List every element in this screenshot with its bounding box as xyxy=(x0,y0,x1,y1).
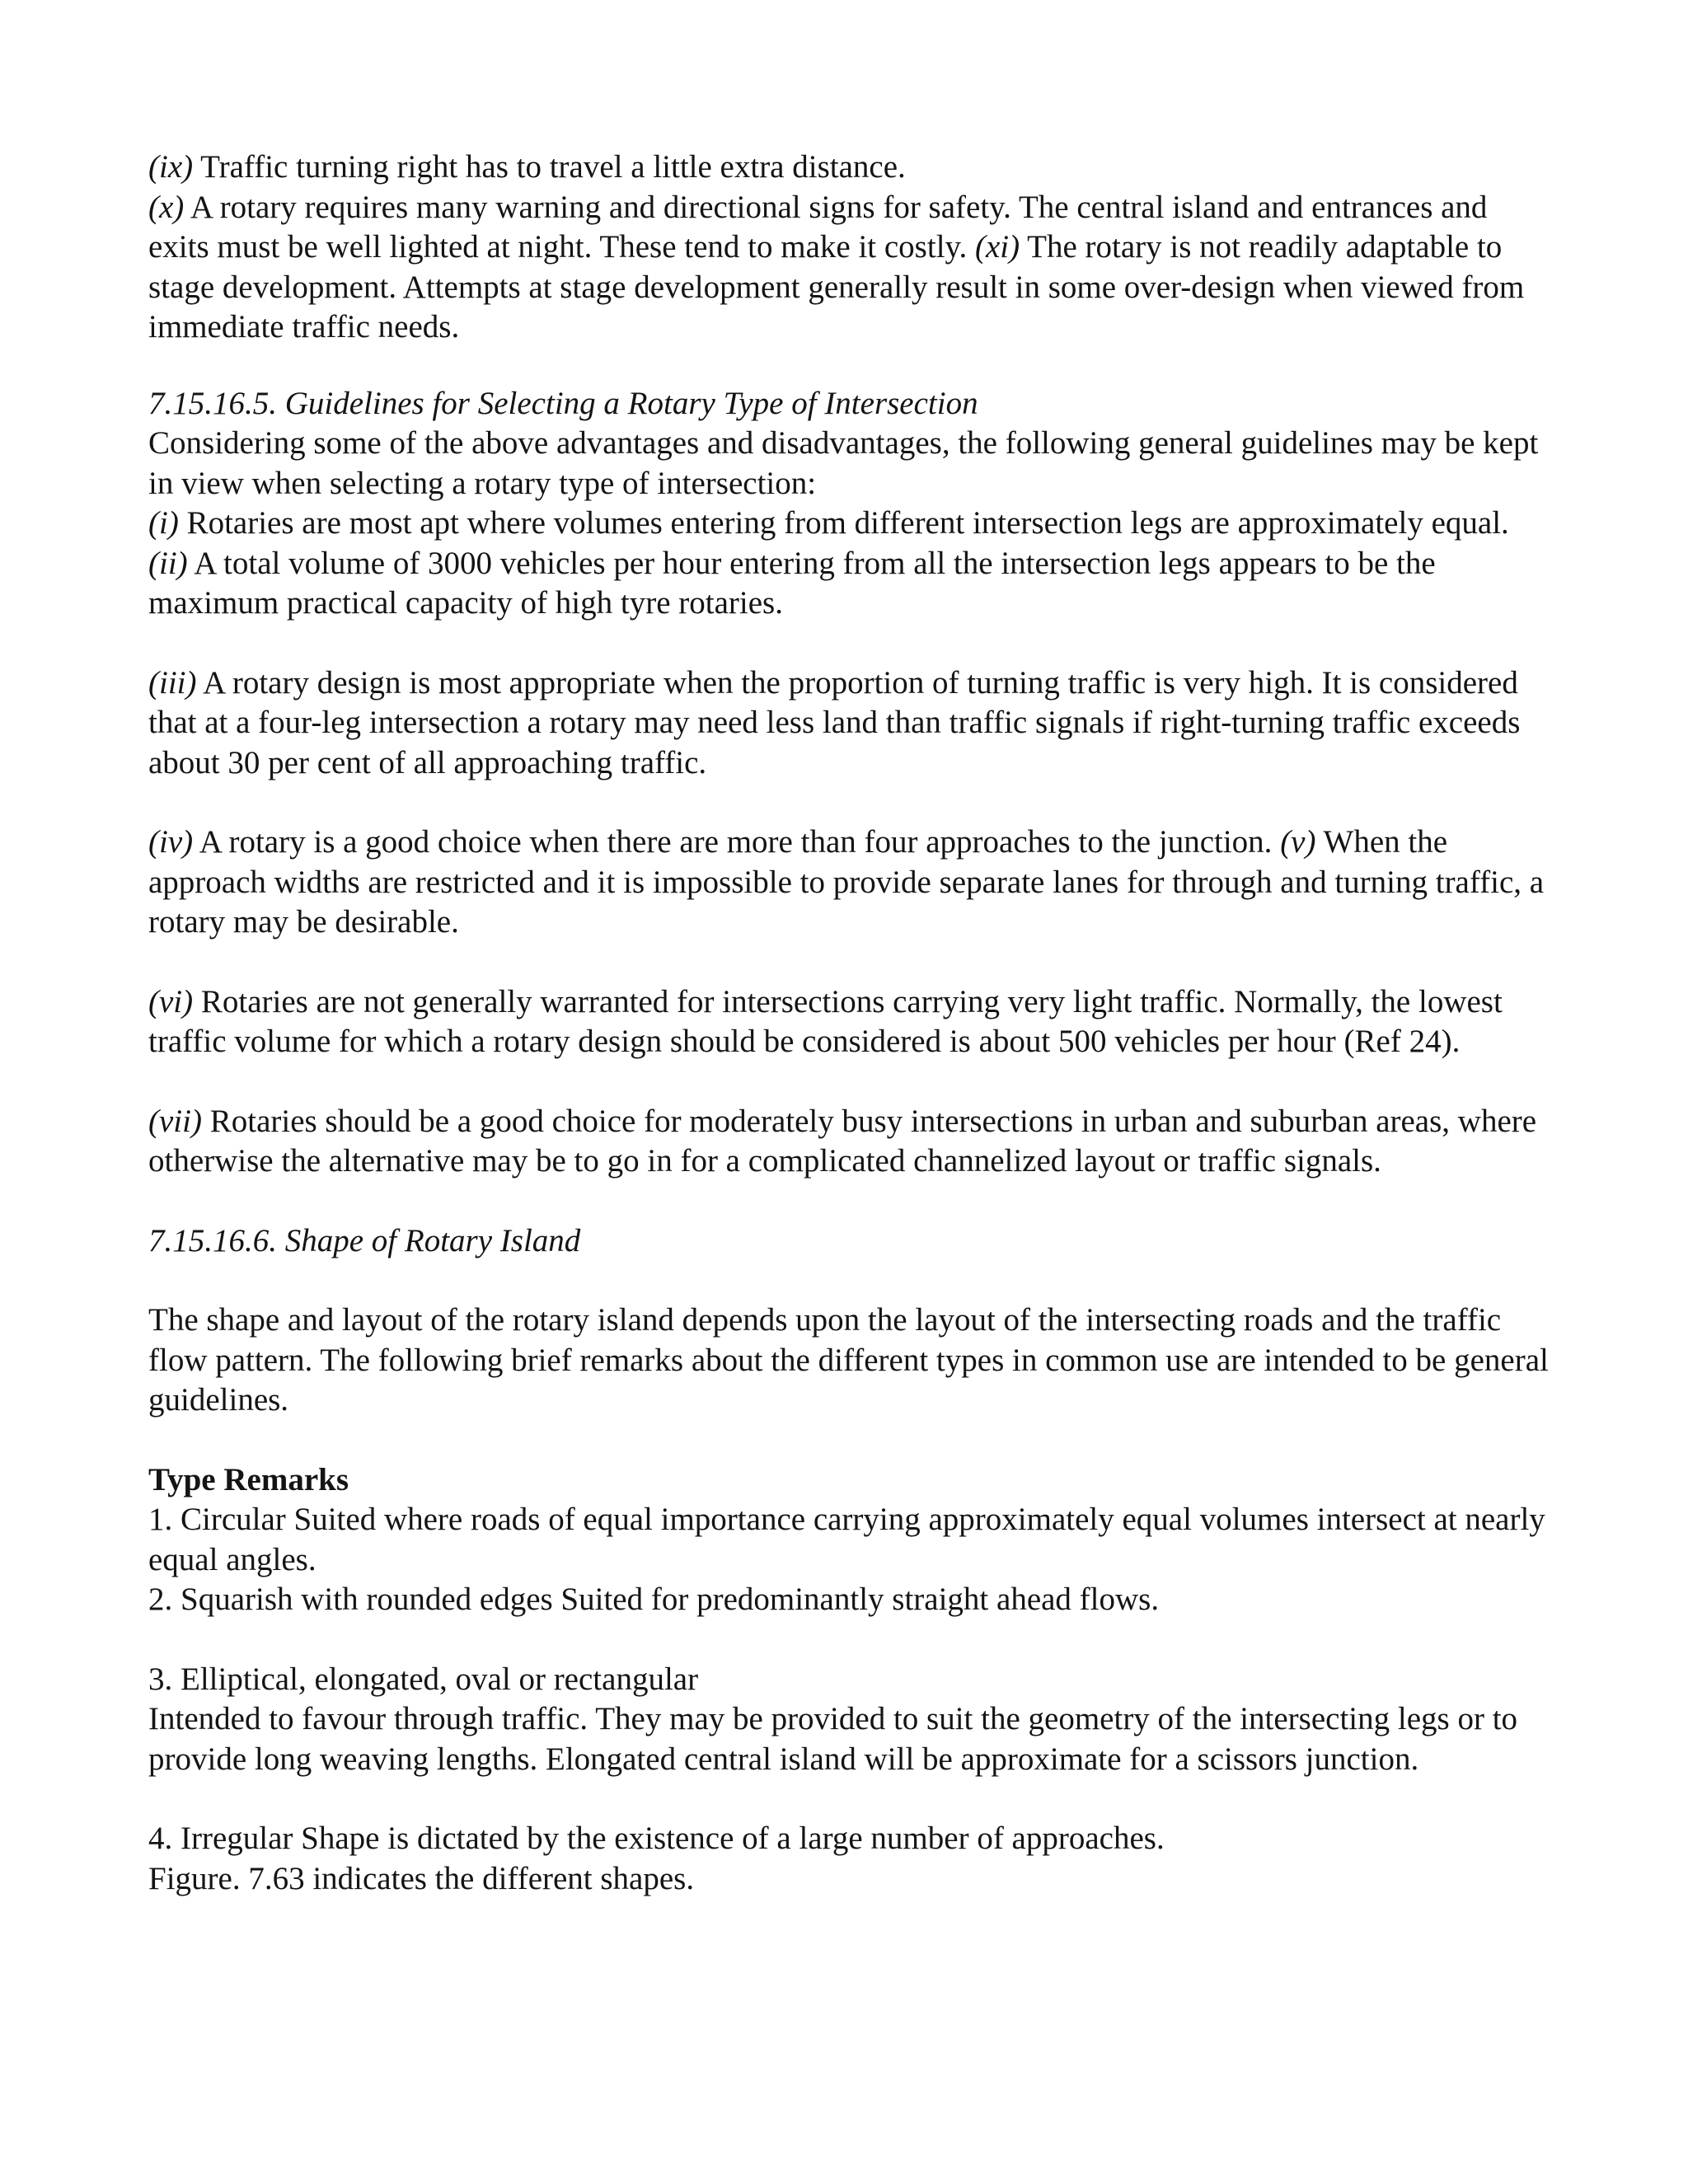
item-ix-text: Traffic turning right has to travel a little extra distance. xyxy=(193,149,906,185)
type-table-header: Type Remarks xyxy=(148,1461,349,1497)
guideline-vii-marker: (vii) xyxy=(148,1103,202,1139)
guideline-i-marker: (i) xyxy=(148,505,179,541)
document-page xyxy=(148,148,1550,1899)
guideline-iv-v xyxy=(148,823,1550,943)
type-row-elliptical-title: 3. Elliptical, elongated, oval or rectangular xyxy=(148,1661,699,1697)
shape-intro: The shape and layout of the rotary island depends upon the layout of the intersecting roads and the traffic flow pattern. The following brief remarks about the different types in common use are intended to be general guidelines. xyxy=(148,1302,1549,1418)
guideline-ii-text: A total volume of 3000 vehicles per hour entering from all the intersection legs appears to be the maximum practical capacity of high tyre rotaries. xyxy=(148,545,1436,621)
guideline-iv-marker: (iv) xyxy=(148,824,194,860)
shape-heading: 7.15.16.6. Shape of Rotary Island xyxy=(148,1222,581,1258)
figure-reference: Figure. 7.63 indicates the different shapes. xyxy=(148,1860,695,1896)
guideline-vi xyxy=(148,982,1550,1062)
item-x-xi xyxy=(148,188,1550,348)
guideline-ii xyxy=(148,544,1550,624)
guideline-iii-text: A rotary design is most appropriate when the proportion of turning traffic is very high. It is considered that at a four-leg intersection a rotary may need less land than traffic signals if right-turning traffic exceeds about 30 per cent of all approaching traffic. xyxy=(148,664,1521,780)
item-x-text: A rotary requires many warning and directional signs for safety. The central island and entrances and exits must be well lighted at night. These tend to make it costly. xyxy=(148,189,1488,265)
item-ix-marker: (ix) xyxy=(148,149,194,185)
item-x-marker: (x) xyxy=(148,189,185,225)
type-row-circular: 1. Circular Suited where roads of equal importance carrying approximately equal volumes intersect at nearly equal angles. xyxy=(148,1502,1545,1577)
guideline-iii xyxy=(148,663,1550,784)
guidelines-heading: 7.15.16.5. Guidelines for Selecting a Rotary Type of Intersection xyxy=(148,385,978,421)
guideline-iv-text: A rotary is a good choice when there are more than four approaches to the junction. xyxy=(193,824,1281,860)
guideline-v-marker: (v) xyxy=(1280,824,1316,860)
type-row-irregular: 4. Irregular Shape is dictated by the existence of a large number of approaches. xyxy=(148,1821,1165,1856)
guideline-ii-marker: (ii) xyxy=(148,545,188,581)
guideline-v-text: When the approach widths are restricted and it is impossible to provide separate lanes for through and turning traffic, a rotary may be desirable. xyxy=(148,824,1545,940)
item-ix xyxy=(148,148,1550,188)
guidelines-intro: Considering some of the above advantages and disadvantages, the following general guidelines may be kept in view when selecting a rotary type of intersection: xyxy=(148,425,1539,501)
guideline-iii-marker: (iii) xyxy=(148,664,197,701)
guideline-vi-marker: (vi) xyxy=(148,983,194,1019)
type-row-elliptical-remarks: Intended to favour through traffic. They may be provided to suit the geometry of the intersecting legs or to provide long weaving lengths. Elongated central island will be approximate for a scissors junction. xyxy=(148,1701,1518,1777)
type-row-squarish: 2. Squarish with rounded edges Suited for predominantly straight ahead flows. xyxy=(148,1582,1160,1617)
guideline-vii xyxy=(148,1102,1550,1182)
item-xi-marker: (xi) xyxy=(975,229,1020,265)
guideline-vi-text: Rotaries are not generally warranted for intersections carrying very light traffic. Normally, the lowest traffic volume for which a rotary design should be considered is about 500 vehicles per hour (Ref 24). xyxy=(148,983,1503,1059)
guideline-i xyxy=(148,504,1550,544)
guideline-vii-text: Rotaries should be a good choice for moderately busy intersections in urban and suburban areas, where otherwise the alternative may be to go in for a complicated channelized layout or traffic signals. xyxy=(148,1103,1537,1179)
item-xi-text: The rotary is not readily adaptable to stage development. Attempts at stage development generally result in some over-design when viewed from immediate traffic needs. xyxy=(148,229,1525,344)
guideline-i-text: Rotaries are most apt where volumes entering from different intersection legs are approximately equal. xyxy=(178,505,1509,541)
